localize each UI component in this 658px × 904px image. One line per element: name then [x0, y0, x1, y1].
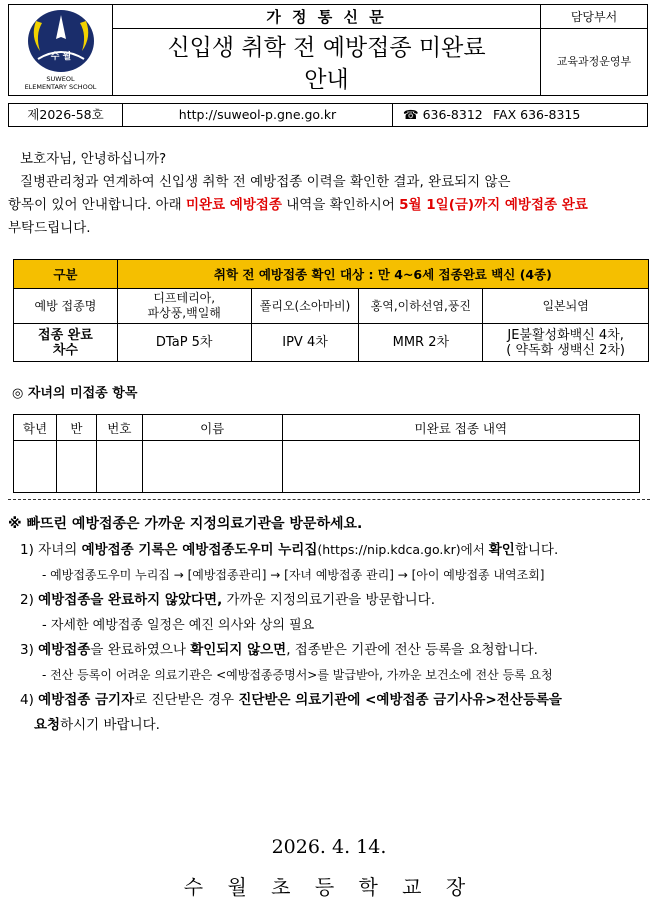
note-text: 2) [20, 592, 39, 608]
cell-number [96, 441, 142, 493]
school-name-en: SUWEOL [46, 75, 75, 83]
cell-incomplete [282, 441, 639, 493]
note-bold: 요청 [34, 717, 61, 733]
school-url[interactable]: http://suweol-p.gne.go.kr [123, 104, 393, 126]
doc-number: 제2026-58호 [9, 104, 123, 126]
col-number: 번호 [96, 415, 142, 441]
logo-text: 수 월 [50, 52, 72, 62]
cell-name [142, 441, 282, 493]
note-2-sub: - 자세한 예방접종 일정은 예진 의사와 상의 필요 [42, 618, 315, 633]
note-4-cont [8, 713, 650, 738]
highlight-incomplete: 미완료 예방접종 [185, 197, 282, 213]
note-bold: 진단받은 의료기관에 <예방접종 금기사유>전산등록을 [238, 692, 562, 708]
fax-number: FAX 636-8315 [493, 107, 581, 122]
col-name: 이름 [142, 415, 282, 441]
note-text: (https://nip.kdca.go.kr)에서 [317, 542, 489, 557]
phone-icon: ☎ [403, 107, 419, 122]
note-text: 합니다. [514, 542, 559, 558]
note-2 [8, 588, 650, 613]
note-text: , 접종받은 기관에 전산 등록을 요청합니다. [286, 642, 538, 658]
greeting: 보호자님, 안녕하십니까? [20, 151, 167, 167]
dept-label: 담당부서 [541, 5, 647, 29]
doc-title-line2: 안내 [304, 67, 349, 93]
vaccine-name: 디프테리아, 파상풍,백일해 [117, 289, 251, 324]
cell-class [56, 441, 96, 493]
note-bold: 확인되지 않으면 [190, 642, 287, 658]
missing-table [13, 414, 640, 493]
notes-section [8, 512, 650, 738]
letter-header [8, 4, 648, 96]
note-bold: 확인 [488, 542, 515, 558]
school-name-en-2: ELEMENTARY SCHOOL [24, 83, 97, 91]
col-class: 반 [56, 415, 96, 441]
notes-title: ※ 빠뜨린 예방접종은 가까운 지정의료기관을 방문하세요. [8, 516, 363, 532]
intro-line2 [8, 194, 650, 217]
note-text: 1) 자녀의 [20, 542, 82, 558]
note-3-sub: - 전산 등록이 어려운 의료기관은 <예방접종증명서>를 발급받아, 가까운 보건소에 전산 등록 요청 [42, 668, 553, 682]
dept-value: 교육과정운영부 [556, 55, 632, 68]
vaccine-table [13, 259, 649, 362]
note-text: 가까운 지정의료기관을 방문합니다. [222, 592, 435, 608]
table-header-title: 취학 전 예방접종 확인 대상 : 만 4~6세 접종완료 백신 (4종) [117, 260, 648, 289]
note-bold: 예방접종 기록은 예방접종도우미 누리집 [81, 542, 318, 558]
doc-title [113, 29, 540, 96]
vaccine-name: 폴리오(소아마비) [251, 289, 359, 324]
missing-section-title: ◎ 자녀의 미접종 항목 [12, 386, 138, 401]
school-logo-block [9, 5, 113, 95]
intro-text: 내역을 확인하시어 [281, 197, 400, 213]
doc-title-line1: 신입생 취학 전 예방접종 미완료 [167, 35, 486, 61]
vaccine-name: 홍역,이하선염,풍진 [359, 289, 483, 324]
dept-block [541, 5, 647, 95]
row-label-dose: 접종 완료 차수 [14, 324, 118, 362]
intro-text: 항목이 있어 안내합니다. 아래 [8, 197, 186, 213]
note-4 [8, 688, 650, 713]
vaccine-dose: IPV 4차 [251, 324, 359, 362]
vaccine-dose: JE불활성화백신 4차, ( 약독화 생백신 2차) [483, 324, 649, 362]
col-grade: 학년 [14, 415, 57, 441]
note-bold: 예방접종 [38, 642, 91, 658]
vaccine-name: 일본뇌염 [483, 289, 649, 324]
vaccine-dose: DTaP 5차 [117, 324, 251, 362]
vaccine-dose: MMR 2차 [359, 324, 483, 362]
row-label-vaccine-name: 예방 접종명 [14, 289, 118, 324]
table-header-label: 구분 [14, 260, 118, 289]
note-text: 3) [20, 642, 39, 658]
note-3 [8, 638, 650, 663]
highlight-deadline: 5월 1일(금)까지 예방접종 완료 [399, 197, 588, 213]
col-incomplete: 미완료 접종 내역 [282, 415, 639, 441]
letter-date: 2026. 4. 14. [271, 836, 387, 858]
intro-paragraph [8, 148, 650, 240]
intro-line1: 질병관리청과 연계하여 신입생 취학 전 예방접종 이력을 확인한 결과, 완료되지 않은 [20, 174, 511, 190]
info-bar [8, 103, 648, 127]
phone-value: 636-8312 [422, 107, 483, 122]
note-bold: 예방접종을 완료하지 않았다면, [38, 592, 223, 608]
intro-line3: 부탁드립니다. [8, 220, 91, 236]
note-text: 로 진단받은 경우 [134, 692, 239, 708]
note-text: 하시기 바랍니다. [60, 717, 160, 733]
school-logo [26, 9, 96, 73]
title-block [113, 5, 541, 95]
note-1 [8, 537, 650, 563]
principal-signature: 수 월 초 등 학 교 장 [183, 875, 475, 899]
dashed-divider [8, 499, 650, 500]
note-text: 4) [20, 692, 39, 708]
note-bold: 예방접종 금기자 [38, 692, 135, 708]
doc-kind: 가 정 통 신 문 [113, 5, 540, 29]
cell-grade [14, 441, 57, 493]
phone-number [393, 104, 493, 126]
note-text: 을 완료하였으나 [90, 642, 191, 658]
note-1-sub: - 예방접종도우미 누리집 → [예방접종관리] → [자녀 예방접종 관리] → [아이 예방접종 내역조회] [42, 568, 545, 582]
table-row [14, 441, 640, 493]
